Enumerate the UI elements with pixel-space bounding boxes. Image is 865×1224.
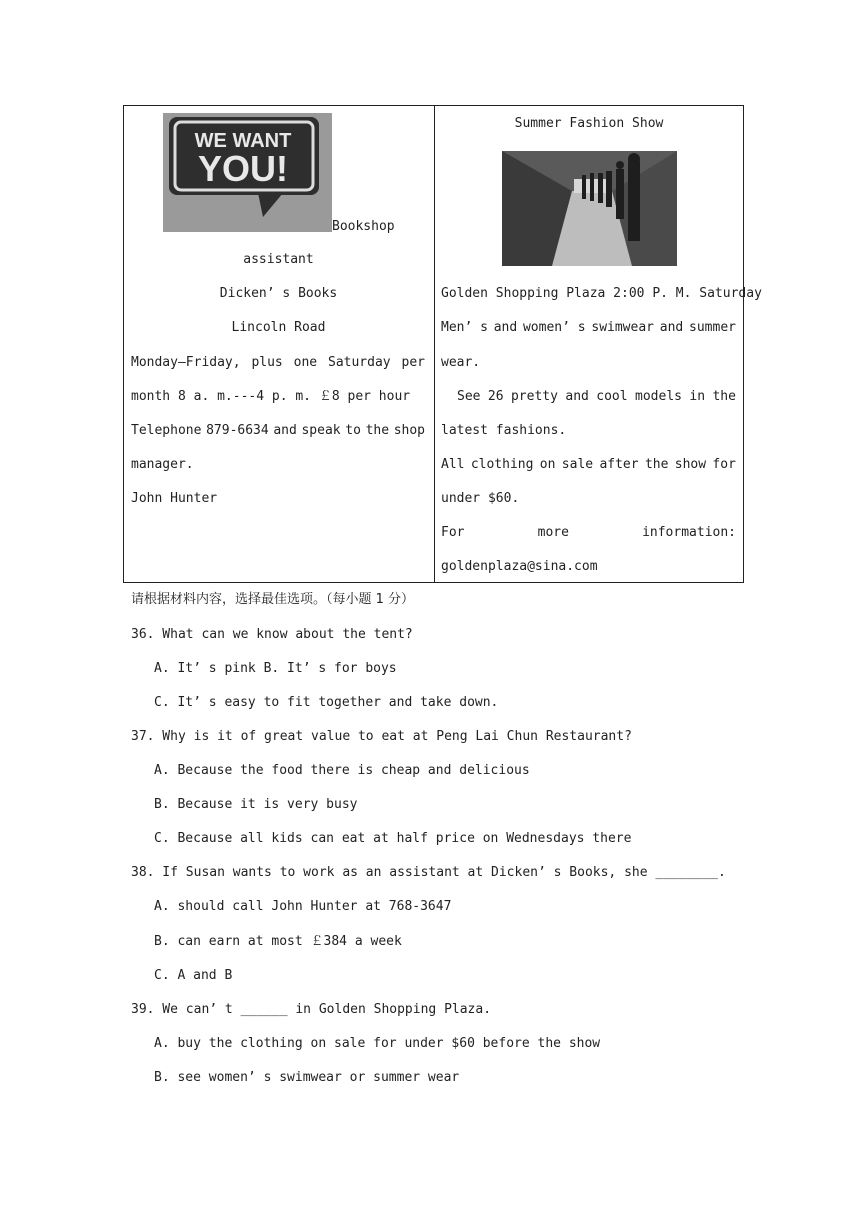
word: cool <box>596 389 628 404</box>
word: shop <box>393 423 425 438</box>
word: Monday—Friday, <box>131 355 241 370</box>
word: sale <box>561 457 594 472</box>
price-line: under $60. <box>441 491 520 506</box>
word: the <box>365 423 390 438</box>
word: 26 <box>487 389 504 404</box>
we-want-you-sign-image <box>163 113 332 232</box>
question-36-options-ab: A. It’ s pink B. It’ s for boys <box>154 661 397 676</box>
question-36-stem: 36. What can we know about the tent? <box>131 627 413 642</box>
word: and <box>659 320 684 335</box>
models-line <box>457 389 736 405</box>
word: speak <box>301 423 341 438</box>
word: in <box>689 389 706 404</box>
wear-line: wear. <box>441 355 481 370</box>
word: on <box>539 457 556 472</box>
word: and <box>565 389 589 404</box>
sale-line <box>441 457 736 473</box>
question-38-option-a: A. should call John Hunter at 768-3647 <box>154 899 452 914</box>
word: per <box>401 355 425 370</box>
manager-line: manager. <box>131 457 194 472</box>
word: and <box>493 320 518 335</box>
question-38-option-c: C. A and B <box>154 968 233 983</box>
word: Telephone <box>131 423 202 438</box>
fashion-show-ad <box>435 106 762 582</box>
ads-table <box>123 105 762 583</box>
word: one <box>293 355 318 370</box>
word: more <box>537 525 569 540</box>
venue-time-line: Golden Shopping Plaza 2:00 P. M. Saturday <box>441 286 762 301</box>
job-title-line1: Bookshop <box>332 219 395 234</box>
runway-models-icon <box>502 151 677 266</box>
word: information: <box>642 525 736 540</box>
word: See <box>457 389 481 404</box>
word: For <box>441 525 465 540</box>
runway-photo-image <box>502 151 677 266</box>
job-title-line2: assistant <box>243 252 314 267</box>
svg-text:YOU!: YOU! <box>198 148 288 189</box>
info-line <box>441 525 736 541</box>
word: the <box>644 457 669 472</box>
word: models <box>635 389 682 404</box>
shop-name: Dicken’ s Books <box>219 286 338 301</box>
word: to <box>345 423 361 438</box>
svg-text:WE WANT: WE WANT <box>194 130 292 152</box>
word: summer <box>689 320 736 335</box>
word: Saturday <box>328 355 391 370</box>
word: for <box>712 457 736 472</box>
question-37-option-c: C. Because all kids can eat at half price on Wednesdays there <box>154 831 632 846</box>
word: pretty <box>510 389 558 404</box>
phone-line <box>131 423 425 439</box>
question-39-option-b: B. see women’ s swimwear or summer wear <box>154 1070 460 1085</box>
word: 879-6634 <box>206 423 269 438</box>
word: after <box>599 457 639 472</box>
word: plus <box>251 355 283 370</box>
word: swimwear <box>591 320 654 335</box>
word: Men’ s <box>441 320 488 335</box>
question-37-option-a: A. Because the food there is cheap and delicious <box>154 763 530 778</box>
fashion-show-title: Summer Fashion Show <box>514 116 664 131</box>
question-39-stem: 39. We can’ t ______ in Golden Shopping Plaza. <box>131 1002 492 1017</box>
word: show <box>674 457 707 472</box>
word: clothing <box>470 457 534 472</box>
email-address: goldenplaza@sina.com <box>441 559 598 574</box>
question-37-option-b: B. Because it is very busy <box>154 797 358 812</box>
word: the <box>712 389 736 404</box>
question-39-option-a: A. buy the clothing on sale for under $60 before the show <box>154 1036 601 1051</box>
question-36-option-c: C. It’ s easy to fit together and take down. <box>154 695 499 710</box>
question-37-stem: 37. Why is it of great value to eat at Peng Lai Chun Restaurant? <box>131 729 632 744</box>
hours-line <box>131 355 425 371</box>
word: All <box>441 457 465 472</box>
swimwear-line <box>441 320 736 336</box>
question-38-option-b: B. can earn at most ￡384 a week <box>154 934 402 949</box>
contact-name: John Hunter <box>131 491 218 506</box>
shop-address: Lincoln Road <box>231 320 326 335</box>
instructions-text: 请根据材料内容，选择最佳选项。（每小题 1 分） <box>131 592 415 607</box>
speech-bubble-icon <box>163 113 332 232</box>
word: and <box>273 423 297 438</box>
hours-pay-line: month 8 a. m.---4 p. m. ￡8 per hour <box>131 389 411 404</box>
question-38-stem: 38. If Susan wants to work as an assistant at Dicken’ s Books, she ________. <box>131 865 726 880</box>
bookshop-ad <box>124 106 435 582</box>
fashions-line: latest fashions. <box>441 423 567 438</box>
word: women’ s <box>522 320 586 335</box>
